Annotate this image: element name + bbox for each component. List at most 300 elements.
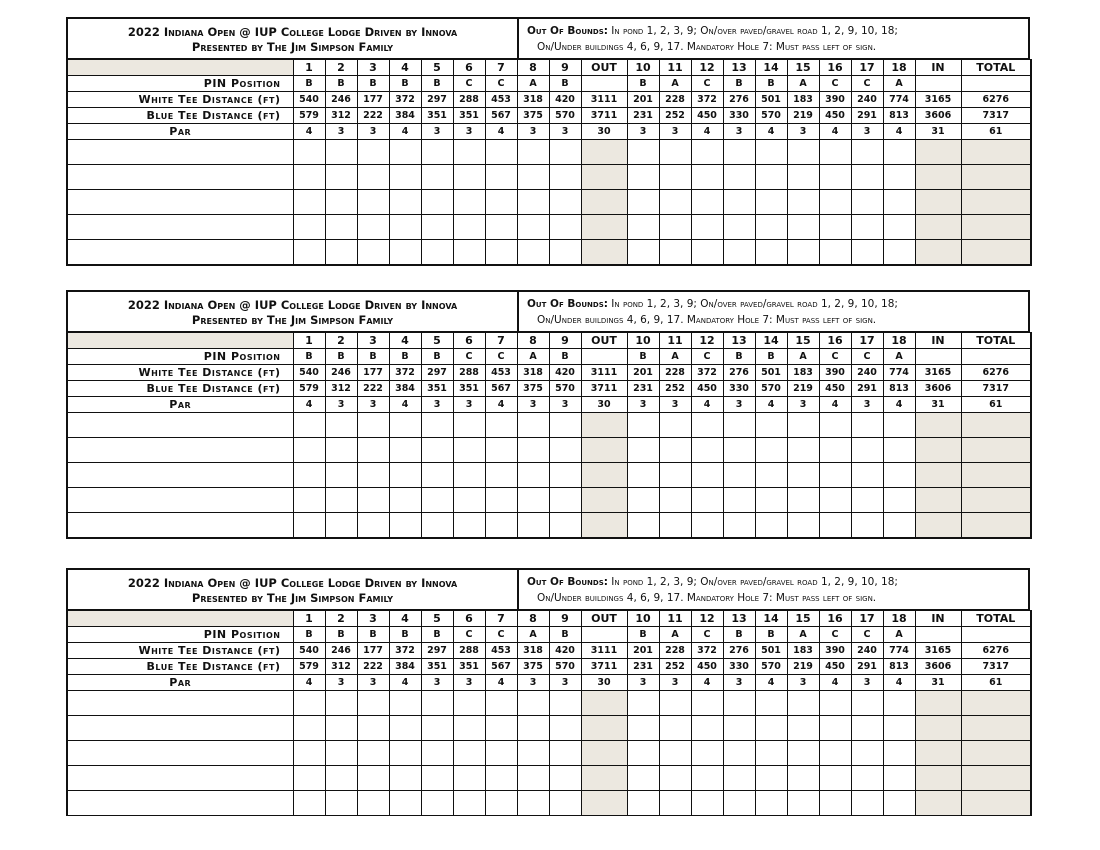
score-field[interactable] bbox=[659, 716, 691, 741]
score-field[interactable] bbox=[581, 240, 627, 266]
score-field[interactable] bbox=[851, 741, 883, 766]
score-field[interactable] bbox=[723, 190, 755, 215]
score-field[interactable] bbox=[691, 766, 723, 791]
score-field[interactable] bbox=[293, 413, 325, 438]
score-field[interactable] bbox=[581, 766, 627, 791]
score-field[interactable] bbox=[453, 791, 485, 816]
score-field[interactable] bbox=[357, 165, 389, 190]
score-field[interactable] bbox=[325, 165, 357, 190]
score-field[interactable] bbox=[691, 215, 723, 240]
score-field[interactable] bbox=[915, 240, 961, 266]
score-field[interactable] bbox=[421, 215, 453, 240]
score-field[interactable] bbox=[389, 215, 421, 240]
score-field[interactable] bbox=[389, 165, 421, 190]
score-field[interactable] bbox=[691, 463, 723, 488]
score-field[interactable] bbox=[883, 413, 915, 438]
score-field[interactable] bbox=[485, 691, 517, 716]
score-field[interactable] bbox=[787, 140, 819, 165]
score-field[interactable] bbox=[819, 488, 851, 513]
score-field[interactable] bbox=[755, 413, 787, 438]
score-field[interactable] bbox=[581, 463, 627, 488]
score-field[interactable] bbox=[915, 691, 961, 716]
score-field[interactable] bbox=[581, 413, 627, 438]
score-field[interactable] bbox=[453, 413, 485, 438]
score-field[interactable] bbox=[883, 791, 915, 816]
score-field[interactable] bbox=[421, 463, 453, 488]
score-field[interactable] bbox=[915, 716, 961, 741]
score-field[interactable] bbox=[787, 716, 819, 741]
score-field[interactable] bbox=[723, 463, 755, 488]
score-field[interactable] bbox=[627, 488, 659, 513]
score-field[interactable] bbox=[659, 766, 691, 791]
score-field[interactable] bbox=[453, 766, 485, 791]
score-field[interactable] bbox=[293, 488, 325, 513]
score-field[interactable] bbox=[357, 438, 389, 463]
score-field[interactable] bbox=[517, 463, 549, 488]
score-field[interactable] bbox=[851, 240, 883, 266]
score-field[interactable] bbox=[389, 766, 421, 791]
score-field[interactable] bbox=[453, 165, 485, 190]
score-field[interactable] bbox=[325, 791, 357, 816]
score-field[interactable] bbox=[961, 190, 1031, 215]
score-field[interactable] bbox=[851, 140, 883, 165]
score-field[interactable] bbox=[549, 413, 581, 438]
score-field[interactable] bbox=[787, 513, 819, 539]
score-field[interactable] bbox=[723, 413, 755, 438]
score-field[interactable] bbox=[961, 413, 1031, 438]
score-field[interactable] bbox=[819, 741, 851, 766]
score-field[interactable] bbox=[517, 438, 549, 463]
score-field[interactable] bbox=[787, 791, 819, 816]
score-field[interactable] bbox=[723, 438, 755, 463]
score-field[interactable] bbox=[421, 438, 453, 463]
score-field[interactable] bbox=[961, 140, 1031, 165]
score-field[interactable] bbox=[357, 215, 389, 240]
score-field[interactable] bbox=[659, 791, 691, 816]
score-field[interactable] bbox=[485, 513, 517, 539]
score-field[interactable] bbox=[421, 140, 453, 165]
score-field[interactable] bbox=[819, 215, 851, 240]
score-field[interactable] bbox=[659, 140, 691, 165]
score-field[interactable] bbox=[453, 215, 485, 240]
score-field[interactable] bbox=[517, 488, 549, 513]
score-field[interactable] bbox=[819, 463, 851, 488]
score-field[interactable] bbox=[755, 513, 787, 539]
score-field[interactable] bbox=[961, 215, 1031, 240]
score-field[interactable] bbox=[485, 438, 517, 463]
score-field[interactable] bbox=[293, 716, 325, 741]
score-field[interactable] bbox=[961, 791, 1031, 816]
player-name-field[interactable] bbox=[67, 766, 293, 791]
score-field[interactable] bbox=[915, 438, 961, 463]
score-field[interactable] bbox=[851, 413, 883, 438]
score-field[interactable] bbox=[819, 791, 851, 816]
score-field[interactable] bbox=[581, 215, 627, 240]
score-field[interactable] bbox=[627, 741, 659, 766]
score-field[interactable] bbox=[389, 190, 421, 215]
score-field[interactable] bbox=[627, 165, 659, 190]
score-field[interactable] bbox=[851, 165, 883, 190]
score-field[interactable] bbox=[755, 165, 787, 190]
score-field[interactable] bbox=[755, 438, 787, 463]
score-field[interactable] bbox=[389, 716, 421, 741]
score-field[interactable] bbox=[325, 240, 357, 266]
score-field[interactable] bbox=[549, 215, 581, 240]
player-name-field[interactable] bbox=[67, 791, 293, 816]
score-field[interactable] bbox=[549, 190, 581, 215]
player-name-field[interactable] bbox=[67, 438, 293, 463]
score-field[interactable] bbox=[755, 691, 787, 716]
score-field[interactable] bbox=[915, 413, 961, 438]
score-field[interactable] bbox=[691, 438, 723, 463]
score-field[interactable] bbox=[755, 190, 787, 215]
score-field[interactable] bbox=[851, 716, 883, 741]
player-name-field[interactable] bbox=[67, 215, 293, 240]
score-field[interactable] bbox=[819, 691, 851, 716]
score-field[interactable] bbox=[421, 791, 453, 816]
score-field[interactable] bbox=[453, 240, 485, 266]
score-field[interactable] bbox=[691, 140, 723, 165]
score-field[interactable] bbox=[883, 766, 915, 791]
score-field[interactable] bbox=[787, 190, 819, 215]
score-field[interactable] bbox=[549, 716, 581, 741]
score-field[interactable] bbox=[485, 463, 517, 488]
score-field[interactable] bbox=[627, 438, 659, 463]
score-field[interactable] bbox=[819, 140, 851, 165]
score-field[interactable] bbox=[787, 741, 819, 766]
score-field[interactable] bbox=[293, 190, 325, 215]
score-field[interactable] bbox=[293, 691, 325, 716]
score-field[interactable] bbox=[325, 691, 357, 716]
score-field[interactable] bbox=[549, 140, 581, 165]
score-field[interactable] bbox=[485, 488, 517, 513]
score-field[interactable] bbox=[915, 140, 961, 165]
score-field[interactable] bbox=[389, 438, 421, 463]
player-name-field[interactable] bbox=[67, 413, 293, 438]
score-field[interactable] bbox=[325, 190, 357, 215]
score-field[interactable] bbox=[325, 488, 357, 513]
score-field[interactable] bbox=[549, 165, 581, 190]
score-field[interactable] bbox=[517, 215, 549, 240]
score-field[interactable] bbox=[485, 766, 517, 791]
score-field[interactable] bbox=[357, 513, 389, 539]
score-field[interactable] bbox=[389, 463, 421, 488]
score-field[interactable] bbox=[421, 190, 453, 215]
score-field[interactable] bbox=[627, 215, 659, 240]
score-field[interactable] bbox=[819, 413, 851, 438]
score-field[interactable] bbox=[421, 240, 453, 266]
score-field[interactable] bbox=[883, 215, 915, 240]
score-field[interactable] bbox=[787, 438, 819, 463]
player-name-field[interactable] bbox=[67, 716, 293, 741]
score-field[interactable] bbox=[755, 716, 787, 741]
score-field[interactable] bbox=[325, 438, 357, 463]
score-field[interactable] bbox=[389, 513, 421, 539]
score-field[interactable] bbox=[581, 438, 627, 463]
score-field[interactable] bbox=[659, 691, 691, 716]
score-field[interactable] bbox=[453, 488, 485, 513]
score-field[interactable] bbox=[723, 240, 755, 266]
score-field[interactable] bbox=[627, 766, 659, 791]
score-field[interactable] bbox=[453, 463, 485, 488]
score-field[interactable] bbox=[627, 463, 659, 488]
score-field[interactable] bbox=[485, 215, 517, 240]
score-field[interactable] bbox=[453, 190, 485, 215]
score-field[interactable] bbox=[325, 716, 357, 741]
score-field[interactable] bbox=[819, 716, 851, 741]
score-field[interactable] bbox=[659, 165, 691, 190]
score-field[interactable] bbox=[485, 140, 517, 165]
score-field[interactable] bbox=[883, 190, 915, 215]
score-field[interactable] bbox=[357, 741, 389, 766]
score-field[interactable] bbox=[293, 438, 325, 463]
score-field[interactable] bbox=[851, 463, 883, 488]
score-field[interactable] bbox=[421, 513, 453, 539]
score-field[interactable] bbox=[659, 741, 691, 766]
score-field[interactable] bbox=[293, 240, 325, 266]
score-field[interactable] bbox=[915, 791, 961, 816]
score-field[interactable] bbox=[517, 791, 549, 816]
score-field[interactable] bbox=[389, 488, 421, 513]
score-field[interactable] bbox=[755, 488, 787, 513]
score-field[interactable] bbox=[691, 413, 723, 438]
score-field[interactable] bbox=[961, 691, 1031, 716]
score-field[interactable] bbox=[581, 513, 627, 539]
score-field[interactable] bbox=[851, 791, 883, 816]
score-field[interactable] bbox=[659, 438, 691, 463]
score-field[interactable] bbox=[421, 741, 453, 766]
score-field[interactable] bbox=[659, 413, 691, 438]
score-field[interactable] bbox=[549, 741, 581, 766]
score-field[interactable] bbox=[357, 716, 389, 741]
score-field[interactable] bbox=[485, 716, 517, 741]
score-field[interactable] bbox=[723, 766, 755, 791]
score-field[interactable] bbox=[293, 463, 325, 488]
score-field[interactable] bbox=[883, 716, 915, 741]
score-field[interactable] bbox=[485, 413, 517, 438]
score-field[interactable] bbox=[485, 165, 517, 190]
score-field[interactable] bbox=[453, 438, 485, 463]
score-field[interactable] bbox=[755, 741, 787, 766]
score-field[interactable] bbox=[851, 488, 883, 513]
score-field[interactable] bbox=[723, 716, 755, 741]
score-field[interactable] bbox=[325, 766, 357, 791]
score-field[interactable] bbox=[961, 438, 1031, 463]
score-field[interactable] bbox=[581, 140, 627, 165]
score-field[interactable] bbox=[485, 741, 517, 766]
score-field[interactable] bbox=[549, 488, 581, 513]
score-field[interactable] bbox=[389, 240, 421, 266]
score-field[interactable] bbox=[691, 513, 723, 539]
score-field[interactable] bbox=[517, 716, 549, 741]
score-field[interactable] bbox=[691, 240, 723, 266]
score-field[interactable] bbox=[691, 716, 723, 741]
score-field[interactable] bbox=[357, 766, 389, 791]
score-field[interactable] bbox=[549, 463, 581, 488]
score-field[interactable] bbox=[883, 741, 915, 766]
score-field[interactable] bbox=[691, 190, 723, 215]
score-field[interactable] bbox=[293, 165, 325, 190]
score-field[interactable] bbox=[819, 190, 851, 215]
score-field[interactable] bbox=[723, 741, 755, 766]
score-field[interactable] bbox=[357, 140, 389, 165]
score-field[interactable] bbox=[627, 413, 659, 438]
score-field[interactable] bbox=[723, 165, 755, 190]
score-field[interactable] bbox=[293, 791, 325, 816]
score-field[interactable] bbox=[961, 488, 1031, 513]
score-field[interactable] bbox=[787, 463, 819, 488]
score-field[interactable] bbox=[659, 488, 691, 513]
score-field[interactable] bbox=[357, 190, 389, 215]
score-field[interactable] bbox=[549, 438, 581, 463]
score-field[interactable] bbox=[961, 513, 1031, 539]
score-field[interactable] bbox=[581, 741, 627, 766]
player-name-field[interactable] bbox=[67, 140, 293, 165]
score-field[interactable] bbox=[453, 741, 485, 766]
score-field[interactable] bbox=[357, 413, 389, 438]
score-field[interactable] bbox=[357, 691, 389, 716]
score-field[interactable] bbox=[723, 791, 755, 816]
score-field[interactable] bbox=[755, 215, 787, 240]
score-field[interactable] bbox=[915, 488, 961, 513]
score-field[interactable] bbox=[421, 165, 453, 190]
score-field[interactable] bbox=[723, 691, 755, 716]
score-field[interactable] bbox=[517, 190, 549, 215]
score-field[interactable] bbox=[453, 716, 485, 741]
score-field[interactable] bbox=[787, 488, 819, 513]
player-name-field[interactable] bbox=[67, 190, 293, 215]
score-field[interactable] bbox=[883, 488, 915, 513]
score-field[interactable] bbox=[627, 691, 659, 716]
score-field[interactable] bbox=[549, 766, 581, 791]
score-field[interactable] bbox=[517, 140, 549, 165]
player-name-field[interactable] bbox=[67, 513, 293, 539]
score-field[interactable] bbox=[915, 165, 961, 190]
score-field[interactable] bbox=[851, 190, 883, 215]
score-field[interactable] bbox=[389, 140, 421, 165]
score-field[interactable] bbox=[549, 691, 581, 716]
score-field[interactable] bbox=[915, 741, 961, 766]
score-field[interactable] bbox=[819, 513, 851, 539]
score-field[interactable] bbox=[517, 165, 549, 190]
score-field[interactable] bbox=[357, 488, 389, 513]
score-field[interactable] bbox=[961, 716, 1031, 741]
score-field[interactable] bbox=[517, 240, 549, 266]
score-field[interactable] bbox=[851, 438, 883, 463]
player-name-field[interactable] bbox=[67, 488, 293, 513]
score-field[interactable] bbox=[581, 165, 627, 190]
score-field[interactable] bbox=[819, 766, 851, 791]
score-field[interactable] bbox=[421, 691, 453, 716]
score-field[interactable] bbox=[581, 791, 627, 816]
score-field[interactable] bbox=[659, 215, 691, 240]
score-field[interactable] bbox=[755, 463, 787, 488]
score-field[interactable] bbox=[659, 240, 691, 266]
score-field[interactable] bbox=[581, 691, 627, 716]
score-field[interactable] bbox=[421, 413, 453, 438]
player-name-field[interactable] bbox=[67, 165, 293, 190]
score-field[interactable] bbox=[819, 165, 851, 190]
score-field[interactable] bbox=[357, 463, 389, 488]
score-field[interactable] bbox=[293, 741, 325, 766]
score-field[interactable] bbox=[485, 190, 517, 215]
score-field[interactable] bbox=[517, 691, 549, 716]
score-field[interactable] bbox=[293, 766, 325, 791]
score-field[interactable] bbox=[787, 240, 819, 266]
score-field[interactable] bbox=[883, 513, 915, 539]
score-field[interactable] bbox=[851, 513, 883, 539]
score-field[interactable] bbox=[421, 716, 453, 741]
score-field[interactable] bbox=[723, 488, 755, 513]
score-field[interactable] bbox=[389, 413, 421, 438]
score-field[interactable] bbox=[627, 190, 659, 215]
score-field[interactable] bbox=[691, 791, 723, 816]
score-field[interactable] bbox=[453, 140, 485, 165]
score-field[interactable] bbox=[325, 413, 357, 438]
score-field[interactable] bbox=[453, 513, 485, 539]
score-field[interactable] bbox=[819, 438, 851, 463]
player-name-field[interactable] bbox=[67, 691, 293, 716]
score-field[interactable] bbox=[787, 766, 819, 791]
score-field[interactable] bbox=[659, 190, 691, 215]
score-field[interactable] bbox=[325, 140, 357, 165]
score-field[interactable] bbox=[581, 488, 627, 513]
score-field[interactable] bbox=[883, 140, 915, 165]
score-field[interactable] bbox=[851, 215, 883, 240]
score-field[interactable] bbox=[389, 741, 421, 766]
score-field[interactable] bbox=[517, 513, 549, 539]
score-field[interactable] bbox=[755, 140, 787, 165]
score-field[interactable] bbox=[325, 741, 357, 766]
score-field[interactable] bbox=[293, 215, 325, 240]
score-field[interactable] bbox=[389, 691, 421, 716]
score-field[interactable] bbox=[517, 766, 549, 791]
score-field[interactable] bbox=[787, 165, 819, 190]
score-field[interactable] bbox=[723, 513, 755, 539]
score-field[interactable] bbox=[357, 240, 389, 266]
score-field[interactable] bbox=[961, 741, 1031, 766]
score-field[interactable] bbox=[549, 240, 581, 266]
score-field[interactable] bbox=[485, 791, 517, 816]
score-field[interactable] bbox=[325, 215, 357, 240]
player-name-field[interactable] bbox=[67, 240, 293, 266]
score-field[interactable] bbox=[659, 463, 691, 488]
score-field[interactable] bbox=[819, 240, 851, 266]
score-field[interactable] bbox=[851, 691, 883, 716]
score-field[interactable] bbox=[389, 791, 421, 816]
score-field[interactable] bbox=[627, 513, 659, 539]
score-field[interactable] bbox=[627, 791, 659, 816]
score-field[interactable] bbox=[723, 140, 755, 165]
score-field[interactable] bbox=[549, 513, 581, 539]
score-field[interactable] bbox=[293, 140, 325, 165]
score-field[interactable] bbox=[915, 215, 961, 240]
score-field[interactable] bbox=[325, 463, 357, 488]
score-field[interactable] bbox=[485, 240, 517, 266]
score-field[interactable] bbox=[961, 240, 1031, 266]
score-field[interactable] bbox=[357, 791, 389, 816]
score-field[interactable] bbox=[755, 240, 787, 266]
score-field[interactable] bbox=[691, 165, 723, 190]
score-field[interactable] bbox=[961, 766, 1031, 791]
score-field[interactable] bbox=[517, 741, 549, 766]
score-field[interactable] bbox=[691, 488, 723, 513]
score-field[interactable] bbox=[325, 513, 357, 539]
score-field[interactable] bbox=[883, 463, 915, 488]
score-field[interactable] bbox=[755, 791, 787, 816]
score-field[interactable] bbox=[581, 190, 627, 215]
score-field[interactable] bbox=[961, 165, 1031, 190]
